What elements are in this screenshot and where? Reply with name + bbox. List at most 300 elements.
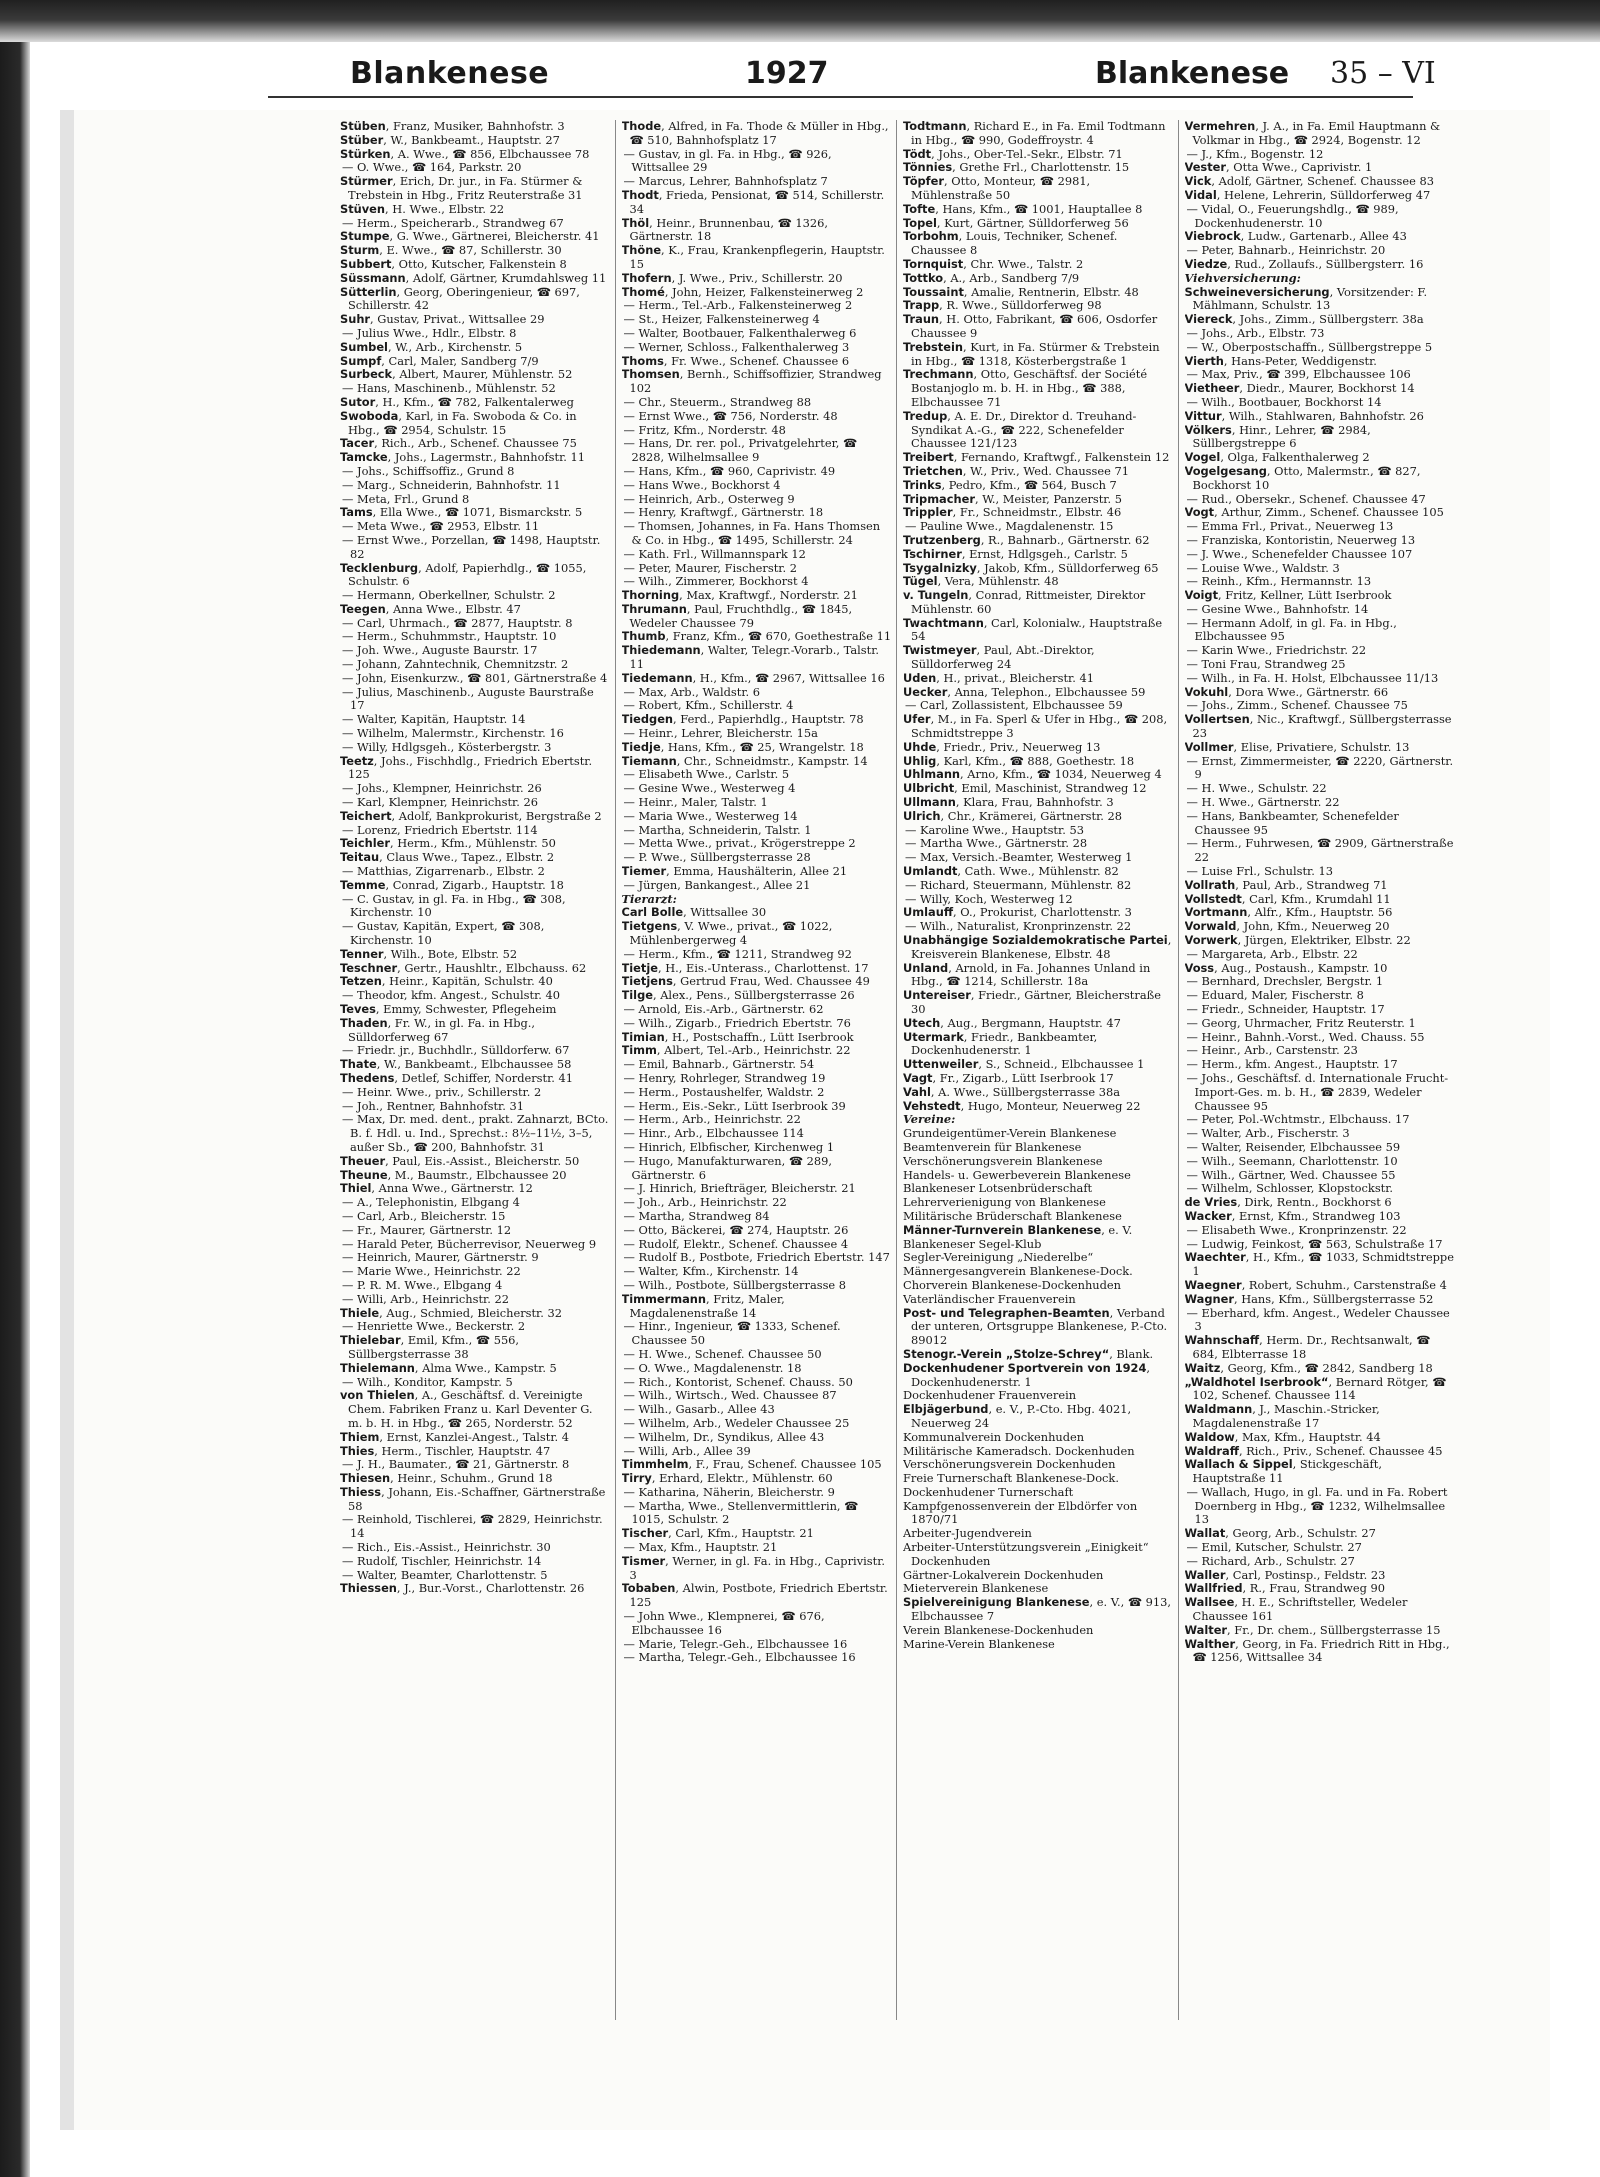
directory-entry: Stenogr.-Verein „Stolze-Schrey“, Blank. <box>903 1346 1154 1361</box>
scan-border-top <box>0 0 1600 42</box>
directory-entry: Handels- u. Gewerbeverein Blankenese <box>903 1167 1131 1182</box>
directory-entry: de Vries, Dirk, Rentn., Bockhorst 6 <box>1184 1195 1392 1210</box>
directory-entry: Vokuhl, Dora Wwe., Gärtnerstr. 66 <box>1184 684 1389 699</box>
directory-entry: Stüber, W., Bankbeamt., Hauptstr. 27 <box>340 132 560 147</box>
directory-entry: Vierth, Hans-Peter, Weddigenstr. <box>1184 353 1377 368</box>
directory-entry: — Henry, Rohrleger, Strandweg 19 <box>623 1070 826 1085</box>
directory-entry: — W., Oberpostschaffn., Süllbergstreppe 5 <box>1186 339 1433 354</box>
directory-entry: Teves, Emmy, Schwester, Pflegeheim <box>340 1002 557 1016</box>
directory-entry: Thielemann, Alma Wwe., Kampstr. 5 <box>340 1360 557 1375</box>
directory-entry: — Katharina, Näherin, Bleicherstr. 9 <box>623 1484 835 1499</box>
directory-entry: — Peter, Pol.-Wchtmstr., Elbchauss. 17 <box>1186 1112 1410 1127</box>
directory-entry: Wallfried, R., Frau, Strandweg 90 <box>1184 1581 1386 1596</box>
directory-entry: Theune, M., Baumstr., Elbchaussee 20 <box>340 1167 567 1182</box>
directory-entry: — Walter, Reisender, Elbchaussee 59 <box>1186 1139 1401 1154</box>
directory-entry: Waechter, H., Kfm., ☎ 1033, Schmidtstreppe 1 <box>1184 1250 1454 1279</box>
directory-entry: Uhlig, Karl, Kfm., ☎ 888, Goethestr. 18 <box>903 753 1135 768</box>
directory-column-2 <box>622 120 898 2020</box>
directory-entry: — Max, Versich.-Beamter, Westerweg 1 <box>905 850 1133 865</box>
directory-entry: — Friedr., Schneider, Hauptstr. 17 <box>1186 1002 1385 1016</box>
directory-entry: — Rich., Kontorist, Schenef. Chauss. 50 <box>623 1374 853 1389</box>
directory-entry: — Emil, Kutscher, Schulstr. 27 <box>1186 1540 1362 1555</box>
directory-entry: Subbert, Otto, Kutscher, Falkenstein 8 <box>340 256 567 271</box>
directory-entry: — Ernst, Zimmermeister, ☎ 2220, Gärtnerstr. 9 <box>1186 753 1454 782</box>
directory-entry: — Fr., Maurer, Gärtnerstr. 12 <box>342 1222 512 1237</box>
directory-entry: — Max, Priv., ☎ 399, Elbchaussee 106 <box>1186 367 1411 382</box>
directory-entry: — Herm., Postaushelfer, Waldstr. 2 <box>623 1084 825 1099</box>
directory-entry: Voss, Aug., Postaush., Kampstr. 10 <box>1184 960 1388 975</box>
directory-entry: Trinks, Pedro, Kfm., ☎ 564, Busch 7 <box>903 477 1117 492</box>
directory-column-4 <box>1185 120 1461 2020</box>
directory-entry: — Heinrich, Maurer, Gärtnerstr. 9 <box>342 1250 539 1265</box>
page-header <box>80 56 1490 96</box>
directory-entry: — Emma Frl., Privat., Neuerweg 13 <box>1186 519 1394 534</box>
directory-entry: Vollstedt, Carl, Kfm., Krumdahl 11 <box>1184 891 1391 906</box>
directory-entry: — P. R. M. Wwe., Elbgang 4 <box>342 1277 503 1292</box>
directory-entry: Teegen, Anna Wwe., Elbstr. 47 <box>340 601 521 616</box>
directory-entry: Spielvereinigung Blankenese, e. V., ☎ 913, Elbchaussee 7 <box>903 1595 1172 1624</box>
directory-entry: — Fritz, Kfm., Norderstr. 48 <box>623 422 786 437</box>
directory-entry: Trutzenberg, R., Bahnarb., Gärtnerstr. 62 <box>903 532 1150 547</box>
directory-entry: — Eberhard, kfm. Angest., Wedeler Chaussee 3 <box>1186 1305 1450 1334</box>
directory-entry: — Martha, Telegr.-Geh., Elbchaussee 16 <box>623 1650 856 1665</box>
directory-entry: — Reinh., Kfm., Hermannstr. 13 <box>1186 574 1372 589</box>
directory-entry: Vester, Otta Wwe., Caprivistr. 1 <box>1184 160 1373 175</box>
directory-entry: Viereck, Johs., Zimm., Süllbergsterr. 38a <box>1184 312 1424 327</box>
directory-entry: Vagt, Fr., Zigarb., Lütt Iserbrook 17 <box>903 1070 1114 1085</box>
directory-entry: Vermehren, J. A., in Fa. Emil Hauptmann & Volkmar in Hbg., ☎ 2924, Bogenstr. 12 <box>1184 120 1441 147</box>
directory-entry: — Wilhelm, Malermstr., Kirchenstr. 16 <box>342 726 564 741</box>
directory-entry: — Julius Wwe., Hdlr., Elbstr. 8 <box>342 325 517 340</box>
directory-entry: — Julius, Maschinenb., Auguste Baurstraße 17 <box>342 684 594 713</box>
directory-entry: — Max, Dr. med. dent., prakt. Zahnarzt, BCto. B. f. Hdl. u. Ind., Sprechst.: 8½–11½, 3–5, außer Sb., ☎ 200, Bahnhofstr. 31 <box>342 1112 609 1154</box>
directory-entry: — Wilh., Wirtsch., Wed. Chaussee 87 <box>623 1388 837 1403</box>
directory-entry: — Rudolf B., Postbote, Friedrich Ebertstr. 147 <box>623 1250 890 1265</box>
directory-entry: Gärtner-Lokalverein Dockenhuden <box>903 1567 1104 1582</box>
directory-entry: — Emil, Bahnarb., Gärtnerstr. 54 <box>623 1057 815 1072</box>
directory-entry: Vick, Adolf, Gärtner, Schenef. Chaussee 83 <box>1184 174 1434 189</box>
directory-entry: Untereiser, Friedr., Gärtner, Bleicherstraße 30 <box>903 988 1161 1016</box>
directory-entry: Uhlmann, Arno, Kfm., ☎ 1034, Neuerweg 4 <box>903 767 1162 782</box>
directory-entry: Waegner, Robert, Schuhm., Carstenstraße 4 <box>1184 1277 1447 1292</box>
directory-entry: — Jürgen, Bankangest., Allee 21 <box>623 877 811 892</box>
directory-entry: Vollertsen, Nic., Kraftwgf., Süllbergsterrasse 23 <box>1184 712 1452 741</box>
directory-entry: — H. Wwe., Schenef. Chaussee 50 <box>623 1346 822 1361</box>
directory-entry: Wallsee, H. E., Schriftsteller, Wedeler Chaussee 161 <box>1184 1595 1408 1624</box>
directory-entry: Todtmann, Richard E., in Fa. Emil Todtmann in Hbg., ☎ 990, Godeffroystr. 4 <box>903 120 1166 147</box>
directory-entry: — Peter, Bahnarb., Heinrichstr. 20 <box>1186 243 1386 258</box>
directory-entry: Tismer, Werner, in gl. Fa. in Hbg., Caprivistr. 3 <box>621 1553 886 1582</box>
directory-entry: — Herm., Kfm., ☎ 1211, Strandweg 92 <box>623 946 852 961</box>
directory-entry: Surbeck, Albert, Maurer, Mühlenstr. 52 <box>340 367 573 382</box>
directory-entry: Trebstein, Kurt, in Fa. Stürmer & Trebstein in Hbg., ☎ 1318, Kösterbergstraße 1 <box>903 339 1160 368</box>
directory-entry: Verein Blankenese-Dockenhuden <box>903 1622 1094 1637</box>
directory-entry: — Johann, Zahntechnik, Chemnitzstr. 2 <box>342 657 569 672</box>
directory-entry: Sumbel, W., Arb., Kirchenstr. 5 <box>340 339 523 354</box>
directory-entry: Torbohm, Louis, Techniker, Schenef. Chaussee 8 <box>903 229 1118 258</box>
directory-entry: Stürken, A. Wwe., ☎ 856, Elbchaussee 78 <box>340 146 590 161</box>
directory-entry: — Meta Wwe., ☎ 2953, Elbstr. 11 <box>342 519 540 534</box>
directory-entry: — Ernst Wwe., Porzellan, ☎ 1498, Hauptstr. 82 <box>342 532 601 561</box>
directory-entry: — J. H., Baumater., ☎ 21, Gärtnerstr. 8 <box>342 1457 570 1472</box>
directory-entry: Timmermann, Fritz, Maler, Magdalenenstraße 14 <box>621 1291 785 1320</box>
directory-entry: Blankeneser Segel-Klub <box>903 1236 1042 1251</box>
directory-entry: — Johs., Schiffsoffiz., Grund 8 <box>342 463 515 478</box>
directory-entry: Tiedemann, H., Kfm., ☎ 2967, Wittsallee 16 <box>621 670 885 685</box>
directory-entry: Tacer, Rich., Arb., Schenef. Chaussee 75 <box>340 436 577 451</box>
directory-entry: Teitau, Claus Wwe., Tapez., Elbstr. 2 <box>340 850 555 865</box>
directory-entry: — St., Heizer, Falkensteinerweg 4 <box>623 312 820 327</box>
directory-entry: — Martha, Schneiderin, Talstr. 1 <box>623 822 812 837</box>
directory-entry: Swoboda, Karl, in Fa. Swoboda & Co. in Hbg., ☎ 2954, Schulstr. 15 <box>340 408 577 437</box>
directory-entry: — John, Eisenkurzw., ☎ 801, Gärtnerstraße 4 <box>342 670 608 685</box>
directory-entry: Tietgens, V. Wwe., privat., ☎ 1022, Mühlenbergerweg 4 <box>621 919 833 948</box>
directory-entry: — Kath. Frl., Willmannspark 12 <box>623 546 806 561</box>
directory-entry: Tornquist, Chr. Wwe., Talstr. 2 <box>903 256 1084 271</box>
directory-entry: — Heinr. Wwe., priv., Schillerstr. 2 <box>342 1084 542 1099</box>
directory-entry: — Walter, Beamter, Charlottenstr. 5 <box>342 1567 548 1582</box>
directory-entry: Ulbricht, Emil, Maschinist, Strandweg 12 <box>903 781 1147 796</box>
directory-entry: — Robert, Kfm., Schillerstr. 4 <box>623 698 794 713</box>
directory-entry: Thiele, Aug., Schmied, Bleicherstr. 32 <box>340 1305 562 1320</box>
directory-entry: Utech, Aug., Bergmann, Hauptstr. 47 <box>903 1015 1121 1030</box>
directory-entry: — Willi, Arb., Allee 39 <box>623 1443 751 1458</box>
directory-entry: — Wilh., Gärtner, Wed. Chaussee 55 <box>1186 1167 1396 1182</box>
directory-entry: Grundeigentümer-Verein Blankenese <box>903 1126 1117 1141</box>
directory-entry: — Joh., Rentner, Bahnhofstr. 31 <box>342 1098 524 1113</box>
directory-entry: Thöne, K., Frau, Krankenpflegerin, Hauptstr. 15 <box>621 243 885 271</box>
directory-entry: Wallach & Sippel, Stickgeschäft, Hauptstraße 11 <box>1184 1457 1382 1486</box>
directory-entry: Thodt, Frieda, Pensionat, ☎ 514, Schillerstr. 34 <box>621 187 885 216</box>
directory-entry: — Hans Wwe., Bockhorst 4 <box>623 477 781 492</box>
directory-entry: Sütterlin, Georg, Oberingenieur, ☎ 697, Schillerstr. 42 <box>340 284 580 313</box>
directory-entry: — Eduard, Maler, Fischerstr. 8 <box>1186 988 1364 1003</box>
directory-entry: Männergesangverein Blankenese-Dock. <box>903 1264 1133 1279</box>
directory-entry: Tiedgen, Ferd., Papierhdlg., Hauptstr. 78 <box>621 712 864 727</box>
directory-entry: — Gustav, in gl. Fa. in Hbg., ☎ 926, Wittsallee 29 <box>623 146 832 175</box>
directory-entry: — Richard, Steuermann, Mühlenstr. 82 <box>905 877 1132 892</box>
directory-entry: — Wilh., Postbote, Süllbergsterrasse 8 <box>623 1277 847 1292</box>
directory-entry: — Martha, Strandweg 84 <box>623 1208 770 1223</box>
directory-entry: — Herm., Speicherarb., Strandweg 67 <box>342 215 564 230</box>
directory-entry: Vogt, Arthur, Zimm., Schenef. Chaussee 105 <box>1184 505 1444 520</box>
directory-entry: Blankeneser Lotsenbrüderschaft <box>903 1181 1093 1196</box>
directory-entry: — J., Kfm., Bogenstr. 12 <box>1186 146 1324 161</box>
directory-entry: — Thomsen, Johannes, in Fa. Hans Thomsen & Co. in Hbg., ☎ 1495, Schillerstr. 24 <box>623 519 881 547</box>
directory-entry: Teetz, Johs., Fischhdlg., Friedrich Ebertstr. 125 <box>340 753 593 782</box>
directory-entry: Post- und Telegraphen-Beamten, Verband der unteren, Ortsgruppe Blankenese, P.-Cto. 89012 <box>903 1305 1168 1348</box>
directory-entry: Thiedemann, Walter, Telegr.-Vorarb., Talstr. 11 <box>621 643 880 672</box>
directory-entry: Marine-Verein Blankenese <box>903 1636 1055 1651</box>
directory-entry: — Wilh., Seemann, Charlottenstr. 10 <box>1186 1153 1398 1168</box>
directory-entry: — Hinrich, Elbfischer, Kirchenweg 1 <box>623 1139 835 1154</box>
directory-entry: — Arnold, Eis.-Arb., Gärtnerstr. 62 <box>623 1002 824 1016</box>
directory-entry: Militärische Kameradsch. Dockenhuden <box>903 1443 1135 1458</box>
directory-entry: — Marie Wwe., Heinrichstr. 22 <box>342 1264 521 1279</box>
directory-entry: — Friedr. jr., Buchhdlr., Sülldorferw. 67 <box>342 1043 570 1058</box>
directory-entry: Vahl, A. Wwe., Süllbergsterrasse 38a <box>903 1084 1121 1099</box>
directory-entry: Tschirner, Ernst, Hdlgsgeh., Carlstr. 5 <box>903 546 1128 561</box>
directory-column-1 <box>340 120 616 2020</box>
directory-entry: Thrumann, Paul, Fruchthdlg., ☎ 1845, Wedeler Chaussee 79 <box>621 601 853 630</box>
directory-entry: — P. Wwe., Süllbergsterrasse 28 <box>623 850 811 865</box>
directory-entry: — Joh. Wwe., Auguste Baurstr. 17 <box>342 643 538 658</box>
directory-entry: — Pauline Wwe., Magdalenenstr. 15 <box>905 519 1114 534</box>
directory-entry: — Herm., Schuhmmstr., Hauptstr. 10 <box>342 629 557 644</box>
directory-entry: Männer-Turnverein Blankenese, e. V. <box>903 1222 1133 1237</box>
directory-entry: — Ernst Wwe., ☎ 756, Norderstr. 48 <box>623 408 838 423</box>
directory-entry: Verschönerungsverein Dockenhuden <box>903 1457 1116 1472</box>
directory-entry: Tiemann, Chr., Schneidmstr., Kampstr. 14 <box>621 753 868 768</box>
directory-entry: Trechmann, Otto, Geschäftsf. der Société Bostanjoglo m. b. H. in Hbg., ☎ 388, Elbchaussee 71 <box>903 367 1148 409</box>
directory-entry: — Heinr., Bahnh.-Vorst., Wed. Chauss. 55 <box>1186 1029 1425 1044</box>
directory-entry: Freie Turnerschaft Blankenese-Dock. <box>903 1471 1119 1486</box>
directory-entry: Vorwald, John, Kfm., Neuerweg 20 <box>1184 919 1390 934</box>
header-page-number: 35 – VI <box>1330 56 1436 91</box>
directory-entry: Schweineversicherung, Vorsitzender: F. Mählmann, Schulstr. 13 <box>1184 284 1428 313</box>
directory-entry: — Wilhelm, Schlosser, Klopstockstr. <box>1186 1181 1394 1196</box>
directory-entry: Thumb, Franz, Kfm., ☎ 670, Goethestraße 11 <box>621 629 892 644</box>
directory-entry: Tetzen, Heinr., Kapitän, Schulstr. 40 <box>340 974 553 989</box>
directory-entry: — Herm., Fuhrwesen, ☎ 2909, Gärtnerstraße 22 <box>1186 836 1454 865</box>
directory-entry: Elbjägerbund, e. V., P.-Cto. Hbg. 4021, Neuerweg 24 <box>903 1402 1132 1430</box>
directory-entry: — O. Wwe., ☎ 164, Parkstr. 20 <box>342 160 522 175</box>
directory-entry: Verschönerungsverein Blankenese <box>903 1153 1103 1168</box>
directory-entry: Teschner, Gertr., Haushltr., Elbchauss. 62 <box>340 960 587 975</box>
directory-entry: Vogelgesang, Otto, Malermstr., ☎ 827, Bockhorst 10 <box>1184 463 1421 492</box>
directory-entry: Waller, Carl, Postinsp., Feldstr. 23 <box>1184 1567 1386 1582</box>
directory-entry: Thomé, John, Heizer, Falkensteinerweg 2 <box>621 284 864 299</box>
directory-entry: — Heinr., Lehrer, Bleicherstr. 15a <box>623 726 818 741</box>
directory-entry: Wacker, Ernst, Kfm., Strandweg 103 <box>1184 1208 1401 1223</box>
directory-entry: — Rudolf, Tischler, Heinrichstr. 14 <box>342 1553 542 1568</box>
directory-entry: — Meta, Frl., Grund 8 <box>342 491 470 506</box>
directory-entry: — Chr., Steuerm., Strandweg 88 <box>623 394 812 409</box>
directory-entry: Trapp, R. Wwe., Sülldorferweg 98 <box>903 298 1102 313</box>
directory-entry: — Martha, Wwe., Stellenvermittlerin, ☎ 1015, Schulstr. 2 <box>623 1498 859 1527</box>
directory-entry: Wahnschaff, Herm. Dr., Rechtsanwalt, ☎ 684, Elbterrasse 18 <box>1184 1333 1431 1361</box>
directory-entry: — Matthias, Zigarrenarb., Elbstr. 2 <box>342 864 545 879</box>
directory-entry: — Wilh., Zigarb., Friedrich Ebertstr. 76 <box>623 1015 851 1030</box>
directory-entry: — Theodor, kfm. Angest., Schulstr. 40 <box>342 988 561 1003</box>
directory-entry: — Willi, Arb., Heinrichstr. 22 <box>342 1291 509 1306</box>
directory-entry: — Carl, Zollassistent, Elbchaussee 59 <box>905 698 1123 713</box>
directory-entry: Kampfgenossenverein der Elbdörfer von 1870/71 <box>903 1498 1138 1527</box>
directory-entry: — Carl, Uhrmach., ☎ 2877, Hauptstr. 8 <box>342 615 573 630</box>
directory-entry: — Gesine Wwe., Westerweg 4 <box>623 781 796 796</box>
directory-entry: Tenner, Wilh., Bote, Elbstr. 52 <box>340 946 518 961</box>
header-left-place: Blankenese <box>350 56 550 91</box>
directory-entry: — Margareta, Arb., Elbstr. 22 <box>1186 946 1358 961</box>
scan-border-left <box>0 0 30 2177</box>
directory-entry: — Bernhard, Drechsler, Bergstr. 1 <box>1186 974 1384 989</box>
directory-entry: — Maria Wwe., Westerweg 14 <box>623 808 798 823</box>
directory-columns <box>340 120 1460 2020</box>
directory-entry: Thiel, Anna Wwe., Gärtnerstr. 12 <box>340 1181 533 1196</box>
directory-entry: Viehversicherung: <box>1184 270 1301 285</box>
directory-entry: — Rich., Eis.-Assist., Heinrichstr. 30 <box>342 1540 551 1555</box>
directory-entry: — Hans, Bankbeamter, Schenefelder Chaussee 95 <box>1186 808 1399 837</box>
directory-entry: Kommunalverein Dockenhuden <box>903 1429 1085 1444</box>
directory-entry: Tietjens, Gertrud Frau, Wed. Chaussee 49 <box>621 974 870 989</box>
directory-entry: — Herm., Arb., Heinrichstr. 22 <box>623 1112 801 1127</box>
directory-entry: — Wilh., Gasarb., Allee 43 <box>623 1402 775 1417</box>
directory-entry: — A., Telephonistin, Elbgang 4 <box>342 1195 520 1210</box>
directory-entry: Thiess, Johann, Eis.-Schaffner, Gärtnerstraße 58 <box>340 1484 606 1513</box>
directory-entry: — Hinr., Arb., Elbchaussee 114 <box>623 1126 804 1141</box>
directory-entry: — Wilh., Bootbauer, Bockhorst 14 <box>1186 394 1382 409</box>
directory-entry: — Walter, Kapitän, Hauptstr. 14 <box>342 712 526 727</box>
directory-entry: Walther, Georg, in Fa. Friedrich Ritt in Hbg., ☎ 1256, Wittsallee 34 <box>1184 1636 1450 1665</box>
directory-entry: Lehrerverienigung von Blankenese <box>903 1195 1106 1210</box>
directory-entry: Sturm, E. Wwe., ☎ 87, Schillerstr. 30 <box>340 243 562 258</box>
directory-entry: — Louise Wwe., Waldstr. 3 <box>1186 560 1340 575</box>
directory-entry: Thielebar, Emil, Kfm., ☎ 556, Süllbergsterrasse 38 <box>340 1333 520 1361</box>
directory-entry: Timian, H., Postschaffn., Lütt Iserbrook <box>621 1029 854 1044</box>
directory-entry: — Marg., Schneiderin, Bahnhofstr. 11 <box>342 477 561 492</box>
directory-entry: Utermark, Friedr., Bankbeamter, Dockenhudenerstr. 1 <box>903 1029 1098 1058</box>
directory-entry: Carl Bolle, Wittsallee 30 <box>621 905 767 920</box>
directory-entry: — Franziska, Kontoristin, Neuerweg 13 <box>1186 532 1416 547</box>
directory-entry: Völkers, Hinr., Lehrer, ☎ 2984, Süllbergstreppe 6 <box>1184 422 1371 451</box>
directory-entry: — Wilhelm, Arb., Wedeler Chaussee 25 <box>623 1415 850 1430</box>
directory-entry: Tischer, Carl, Kfm., Hauptstr. 21 <box>621 1526 814 1541</box>
directory-entry: Uttenweiler, S., Schneid., Elbchaussee 1 <box>903 1057 1145 1072</box>
directory-entry: — Heinr., Maler, Talstr. 1 <box>623 795 768 810</box>
directory-entry: Unland, Arnold, in Fa. Johannes Unland in Hbg., ☎ 1214, Schillerstr. 18a <box>903 960 1151 989</box>
directory-entry: — C. Gustav, in gl. Fa. in Hbg., ☎ 308, Kirchenstr. 10 <box>342 891 566 920</box>
directory-entry: Thiesen, Heinr., Schuhm., Grund 18 <box>340 1471 553 1486</box>
directory-entry: Tödt, Johs., Ober-Tel.-Sekr., Elbstr. 71 <box>903 146 1123 161</box>
directory-entry: Thoms, Fr. Wwe., Schenef. Chaussee 6 <box>621 353 850 368</box>
directory-entry: — Willy, Koch, Westerweg 12 <box>905 891 1073 906</box>
directory-entry: Tams, Ella Wwe., ☎ 1071, Bismarckstr. 5 <box>340 505 583 520</box>
directory-entry: — Elisabeth Wwe., Kronprinzenstr. 22 <box>1186 1222 1407 1237</box>
directory-entry: Twachtmann, Carl, Kolonialw., Hauptstraße 54 <box>903 615 1163 644</box>
directory-entry: Chorverein Blankenese-Dockenhuden <box>903 1277 1122 1292</box>
directory-entry: Thöl, Heinr., Brunnenbau, ☎ 1326, Gärtnerstr. 18 <box>621 215 829 244</box>
directory-entry: Stüven, H. Wwe., Elbstr. 22 <box>340 201 505 216</box>
directory-entry: Umlauff, O., Prokurist, Charlottenstr. 3 <box>903 905 1132 920</box>
directory-entry: Segler-Vereinigung „Niederelbe“ <box>903 1250 1094 1265</box>
directory-entry: Vollrath, Paul, Arb., Strandweg 71 <box>1184 877 1388 892</box>
directory-entry: Wallat, Georg, Arb., Schulstr. 27 <box>1184 1526 1376 1541</box>
directory-entry: Tiemer, Emma, Haushälterin, Allee 21 <box>621 864 848 879</box>
directory-entry: Stüben, Franz, Musiker, Bahnhofstr. 3 <box>340 120 565 133</box>
directory-entry: — Herm., Eis.-Sekr., Lütt Iserbrook 39 <box>623 1098 846 1113</box>
directory-entry: Vereine: <box>903 1112 956 1127</box>
directory-entry: — Johs., Zimm., Schenef. Chaussee 75 <box>1186 698 1408 713</box>
directory-entry: — Richard, Arb., Schulstr. 27 <box>1186 1553 1355 1568</box>
directory-entry: — Ludwig, Feinkost, ☎ 563, Schulstraße 17 <box>1186 1236 1443 1251</box>
directory-entry: von Thielen, A., Geschäftsf. d. Vereinigte Chem. Fabriken Franz u. Karl Deventer G. m. b. H. in Hbg., ☎ 265, Norderstr. 52 <box>340 1388 593 1430</box>
directory-entry: Wagner, Hans, Kfm., Süllbergsterrasse 52 <box>1184 1291 1434 1306</box>
directory-entry: Dockenhudener Frauenverein <box>903 1388 1077 1403</box>
directory-entry: Stumpe, G. Wwe., Gärtnerei, Bleicherstr. 41 <box>340 229 600 244</box>
header-rule <box>268 96 1413 98</box>
directory-entry: — John Wwe., Klempnerei, ☎ 676, Elbchaussee 16 <box>623 1609 825 1637</box>
directory-entry: Arbeiter-Unterstützungsverein „Einigkeit“ Dockenhuden <box>903 1540 1149 1568</box>
directory-entry: — Hans, Maschinenb., Mühlenstr. 52 <box>342 381 556 396</box>
directory-entry: Mieterverein Blankenese <box>903 1581 1049 1596</box>
directory-entry: — Heinr., Arb., Carstenstr. 23 <box>1186 1043 1358 1058</box>
directory-entry: Waitz, Georg, Kfm., ☎ 2842, Sandberg 18 <box>1184 1360 1433 1375</box>
directory-entry: — Harald Peter, Bücherrevisor, Neuerweg 9 <box>342 1236 597 1251</box>
directory-entry: Uecker, Anna, Telephon., Elbchaussee 59 <box>903 684 1146 699</box>
directory-entry: — J. Hinrich, Briefträger, Bleicherstr. 21 <box>623 1181 856 1196</box>
directory-entry: — Hinr., Ingenieur, ☎ 1333, Schenef. Chaussee 50 <box>623 1319 841 1348</box>
directory-entry: Ufer, M., in Fa. Sperl & Ufer in Hbg., ☎ 208, Schmidtstreppe 3 <box>903 712 1168 741</box>
directory-entry: Tügel, Vera, Mühlenstr. 48 <box>903 574 1059 589</box>
directory-entry: Tierarzt: <box>621 891 677 906</box>
directory-entry: Vittur, Wilh., Stahlwaren, Bahnhofstr. 26 <box>1184 408 1424 423</box>
directory-entry: Dockenhudener Sportverein von 1924, Dockenhudenerstr. 1 <box>903 1360 1151 1389</box>
directory-entry: Tredup, A. E. Dr., Direktor d. Treuhand-Syndikat A.-G., ☎ 222, Schenefelder Chaussee 121/123 <box>903 408 1137 451</box>
directory-entry: — Marie, Telegr.-Geh., Elbchaussee 16 <box>623 1636 848 1651</box>
directory-entry: — Toni Frau, Strandweg 25 <box>1186 657 1346 672</box>
directory-entry: — Johs., Arb., Elbstr. 73 <box>1186 325 1325 340</box>
directory-entry: — Hans, Kfm., ☎ 960, Caprivistr. 49 <box>623 463 836 478</box>
directory-entry: Trietchen, W., Priv., Wed. Chaussee 71 <box>903 463 1129 478</box>
directory-column-3 <box>903 120 1179 2020</box>
directory-entry: Toussaint, Amalie, Rentnerin, Elbstr. 48 <box>903 284 1139 299</box>
directory-entry: — Willy, Hdlgsgeh., Kösterbergstr. 3 <box>342 739 552 754</box>
directory-entry: Waldraff, Rich., Priv., Schenef. Chaussee 45 <box>1184 1443 1443 1458</box>
directory-entry: Tripmacher, W., Meister, Panzerstr. 5 <box>903 491 1122 506</box>
directory-entry: — Hugo, Manufakturwaren, ☎ 289, Gärtnerstr. 6 <box>623 1153 833 1182</box>
directory-entry: — Wilhelm, Dr., Syndikus, Allee 43 <box>623 1429 825 1444</box>
directory-entry: Thate, W., Bankbeamt., Elbchaussee 58 <box>340 1057 572 1072</box>
directory-entry: Vorwerk, Jürgen, Elektriker, Elbstr. 22 <box>1184 933 1411 948</box>
directory-entry: Vortmann, Alfr., Kfm., Hauptstr. 56 <box>1184 905 1393 920</box>
directory-entry: Sutor, H., Kfm., ☎ 782, Falkentalerweg <box>340 394 574 409</box>
directory-entry: — Herm., Tel.-Arb., Falkensteinerweg 2 <box>623 298 853 313</box>
directory-entry: Thedens, Detlef, Schiffer, Norderstr. 41 <box>340 1070 574 1085</box>
directory-entry: — Hans, Dr. rer. pol., Privatgelehrter, ☎ 2828, Wilhelmsallee 9 <box>623 436 858 465</box>
directory-entry: — J. Wwe., Schenefelder Chaussee 107 <box>1186 546 1413 561</box>
directory-entry: Süssmann, Adolf, Gärtner, Krumdahlsweg 11 <box>340 270 607 285</box>
directory-entry: Vehstedt, Hugo, Monteur, Neuerweg 22 <box>903 1098 1141 1113</box>
directory-entry: Thofern, J. Wwe., Priv., Schillerstr. 20 <box>621 270 843 285</box>
directory-entry: — Johs., Klempner, Heinrichstr. 26 <box>342 781 542 796</box>
directory-entry: Timmhelm, F., Frau, Schenef. Chaussee 105 <box>621 1457 882 1472</box>
directory-entry: — Walter, Arb., Fischerstr. 3 <box>1186 1126 1350 1141</box>
directory-entry: — Lorenz, Friedrich Ebertstr. 114 <box>342 822 538 837</box>
directory-entry: — Karl, Klempner, Heinrichstr. 26 <box>342 795 538 810</box>
directory-entry: — Gustav, Kapitän, Expert, ☎ 308, Kirchenstr. 10 <box>342 919 545 948</box>
directory-entry: — Marcus, Lehrer, Bahnhofsplatz 7 <box>623 174 828 189</box>
directory-entry: — Henry, Kraftwgf., Gärtnerstr. 18 <box>623 505 824 520</box>
directory-entry: Thomsen, Bernh., Schiffsoffizier, Strandweg 102 <box>621 367 882 396</box>
directory-entry: — Johs., Geschäftsf. d. Internationale Frucht-Import-Ges. m. b. H., ☎ 2839, Wedeler Chaussee 95 <box>1186 1070 1449 1113</box>
directory-entry: Töpfer, Otto, Monteur, ☎ 2981, Mühlenstraße 50 <box>903 174 1091 202</box>
header-right-place: Blankenese <box>1095 56 1290 91</box>
directory-entry: Tofte, Hans, Kfm., ☎ 1001, Hauptallee 8 <box>903 201 1143 216</box>
directory-entry: — Werner, Schloss., Falkenthalerweg 3 <box>623 339 850 354</box>
directory-entry: — Hermann, Oberkellner, Schulstr. 2 <box>342 588 556 603</box>
directory-entry: — Hermann Adolf, in gl. Fa. in Hbg., Elbchaussee 95 <box>1186 615 1397 644</box>
directory-entry: Tilge, Alex., Pens., Süllbergsterrasse 26 <box>621 988 855 1003</box>
directory-entry: Tietje, H., Eis.-Unterass., Charlottenst. 17 <box>621 960 869 975</box>
directory-entry: — Rudolf, Elektr., Schenef. Chaussee 4 <box>623 1236 849 1251</box>
directory-entry: — Otto, Bäckerei, ☎ 274, Hauptstr. 26 <box>623 1222 849 1237</box>
directory-entry: Tamcke, Johs., Lagermstr., Bahnhofstr. 11 <box>340 450 586 465</box>
directory-entry: — Heinrich, Arb., Osterweg 9 <box>623 491 795 506</box>
directory-entry: — O. Wwe., Magdalenenstr. 18 <box>623 1360 802 1375</box>
directory-entry: — H. Wwe., Gärtnerstr. 22 <box>1186 795 1340 810</box>
directory-entry: — Vidal, O., Feuerungshdlg., ☎ 989, Dockenhudenerstr. 10 <box>1186 201 1399 230</box>
directory-entry: Sumpf, Carl, Maler, Sandberg 7/9 <box>340 353 539 368</box>
